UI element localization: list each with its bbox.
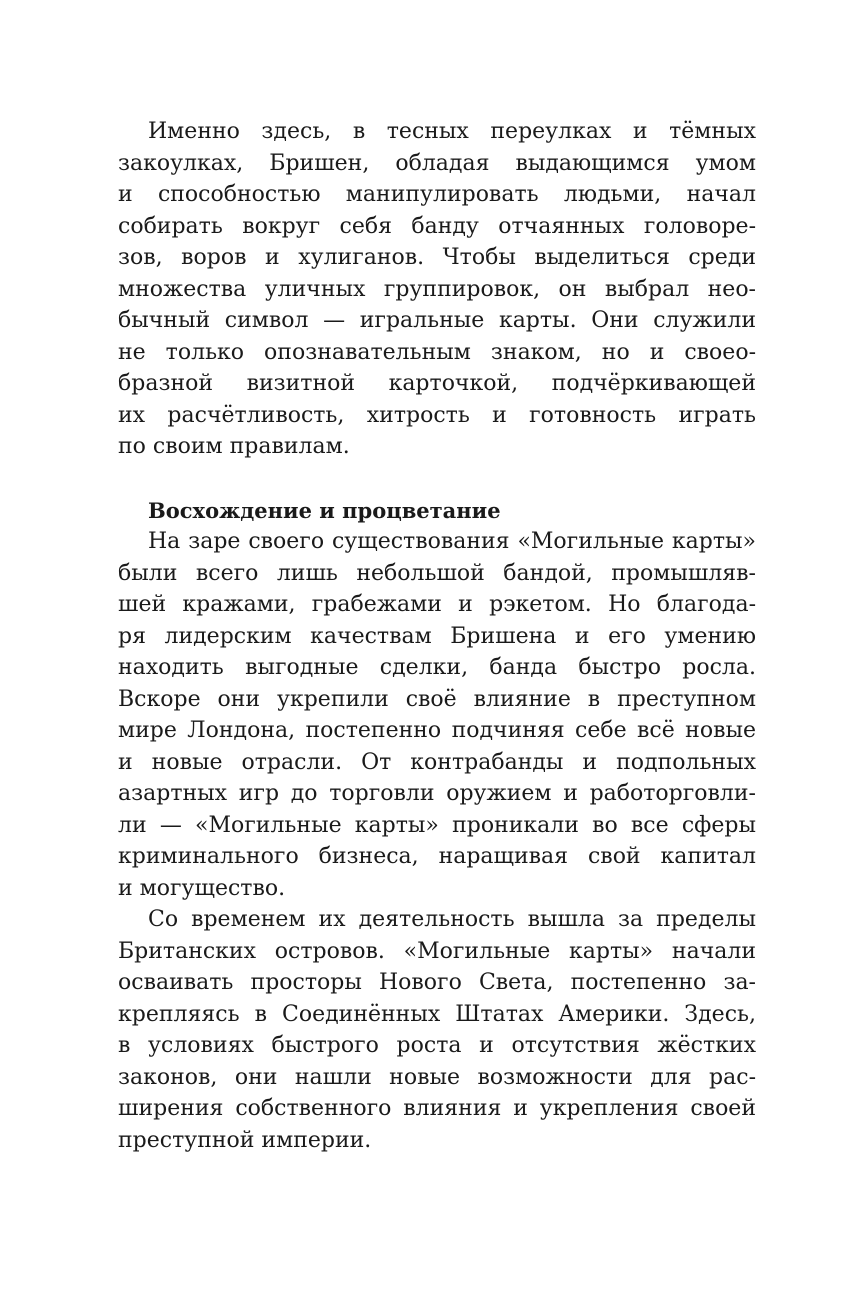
text-line: ря лидерским качествам Бришена и его умению (118, 623, 756, 649)
text-line: были всего лишь небольшой бандой, промышляв- (118, 560, 756, 586)
text-line: собирать вокруг себя банду отчаянных головоре- (118, 213, 756, 239)
paragraph-1 (118, 116, 756, 463)
text-line: и способностью манипулировать людьми, начал (118, 182, 756, 207)
text-line: Со временем их деятельность вышла за пределы (148, 907, 756, 932)
text-line: бразной визитной карточкой, подчёркивающей (118, 371, 756, 396)
text-line: множества уличных группировок, он выбрал нео- (118, 276, 756, 302)
text-line: не только опознавательным знаком, но и своео- (118, 339, 756, 365)
text-line: Британских островов. «Могильные карты» начали (118, 938, 756, 964)
text-line: закоулках, Бришен, обладая выдающимся умом (118, 150, 756, 176)
text-line: крепляясь в Соединённых Штатах Америки. Здесь, (118, 1001, 756, 1027)
text-line: находить выгодные сделки, банда быстро росла. (118, 655, 756, 680)
text-line: мире Лондона, постепенно подчиняя себе всё новые (118, 718, 756, 743)
text-line: Вскоре они укрепили своё влияние в преступном (118, 686, 756, 712)
text-line: по своим правилам. (118, 434, 350, 459)
text-line: и новые отрасли. От контрабанды и подпольных (118, 749, 756, 775)
text-line: шей кражами, грабежами и рэкетом. Но благода- (118, 592, 756, 617)
text-line: в условиях быстрого роста и отсутствия жёстких (118, 1033, 756, 1058)
text-line: азартных игр до торговли оружием и работорговли- (118, 781, 756, 806)
section-heading: Восхождение и процветание (148, 497, 501, 523)
paragraph-3 (118, 904, 756, 1156)
paragraph-2 (118, 526, 756, 904)
text-line: преступной империи. (118, 1127, 372, 1153)
text-line: осваивать просторы Нового Света, постепенно за- (118, 970, 756, 995)
text-line: ширения собственного влияния и укрепления своей (118, 1096, 756, 1121)
text-line: их расчётливость, хитрость и готовность играть (118, 402, 756, 428)
text-line: зов, воров и хулиганов. Чтобы выделиться среди (118, 245, 756, 270)
text-line: Именно здесь, в тесных переулках и тёмных (148, 119, 756, 144)
page-body (118, 116, 756, 1156)
text-line: криминального бизнеса, наращивая свой капитал (118, 844, 756, 869)
text-line: На заре своего существования «Могильные карты» (148, 529, 756, 554)
text-line: бычный символ — игральные карты. Они служили (118, 308, 756, 333)
text-line: ли — «Могильные карты» проникали во все сферы (118, 812, 756, 838)
text-line: и могущество. (118, 875, 286, 901)
text-line: законов, они нашли новые возможности для рас- (118, 1064, 756, 1090)
